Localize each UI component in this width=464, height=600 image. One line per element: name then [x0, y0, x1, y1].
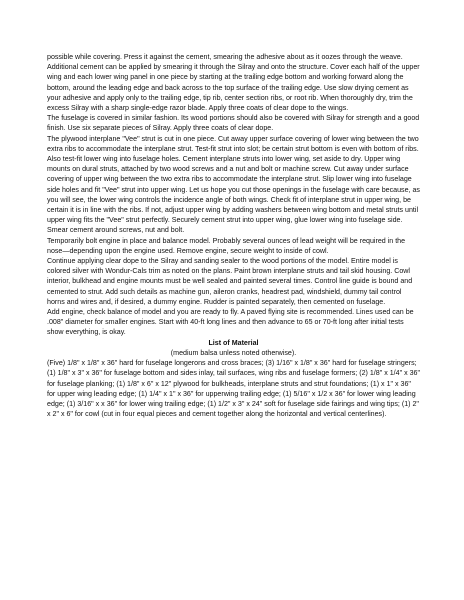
materials-heading: List of Material — [208, 338, 259, 347]
paragraph-finishing: Continue applying clear dope to the Silray and sanding sealer to the wood portions of the model. Entire model is colored silver with Wondur-Cals trim as noted on the plans. Paint brown interplane struts and tail skid housing. Cowl interior, bulkhead and engine mounts must be well sealed and painted several times. Control line guide is bound and cemented to strut. Add such details as machine gun, aileron cranks, headrest pad, windshield, dummy tail control horns and wires and, if desired, a dummy engine. Rudder is painted separately, then cemented on fuselage. — [47, 257, 413, 306]
paragraph-fuselage-covering: The fuselage is covered in similar fashion. Its wood portions should also be covered with Silray for strength and a good finish. Use six separate pieces of Silray. Apply three coats of clear dope. — [47, 114, 420, 133]
document-body — [47, 52, 420, 419]
paragraph-flying: Add engine, check balance of model and you are ready to fly. A paved flying site is recommended. Lines used can be .008" diameter for smaller engines. Start with 40-ft long lines and then advance to 65 or 70-ft long after initial tests show everything, is okay. — [47, 308, 414, 337]
paragraph-engine-balance: Temporarily bolt engine in place and balance model. Probably several ounces of lead weight will be required in the nose—depending upon the engine used. Remove engine, secure weight to inside of cowl. — [47, 236, 406, 255]
materials-subheading: (medium balsa unless noted otherwise). — [170, 348, 297, 357]
paragraph-covering-wings: possible while covering. Press it against the cement, smearing the adhesive about as it oozes through the weave. Additional cement can be applied by smearing it through the Silray and onto the structure. Cover each half of the upper wing and each lower wing panel in one piece by starting at the trailing edge bottom and working forward along the bottom, around the leading edge and back across to the top surface of the trailing edge. Use slow drying cement as your adhesive and apply only to the trailing edge, tip rib, center section ribs, or root rib. When thoroughly dry, trim the excess Silray with a sharp single-edge razor blade. Apply three coats of clear dope to the wings. — [47, 53, 420, 113]
materials-list: (Five) 1/8" x 1/8" x 36" hard for fuselage longerons and cross braces; (3) 1/16" x 1/8" x 36" hard for fuselage stringers; (1) 1/8" x 3" x 36" for fuselage bottom and sides inlay, tail surfaces, wing ribs and fuselage formers; (2) 1/8" x 1/4" x 36" for fuselage planking; (1) 1/8" x 6" x 12" plywood for bulkheads, interplane struts and strut foundations; (1) x 1" x 36" for upper wing leading edge; (1) 1/4" x 1" x 36" for upperwing trailing edge; (1) 5/16" x 1/2 x 36" for lower wing leading edge; (1) 3/16" x x 36" for lower wing trailing edge; (1) 1/2" x 3" x 24" soft for fuselage side fairings and wing tips; (1) 2" x 2" x 6" for cowl (cut in four equal pieces and cement together along the horizontal and vertical centerlines). — [47, 359, 420, 419]
paragraph-interplane-strut: The plywood interplane "Vee" strut is cut in one piece. Cut away upper surface covering of lower wing between the two extra ribs to accommodate the interplane strut. Test-fit strut into slot; be certain strut bottom is even with bottom of ribs. Also test-fit lower wing into fuselage holes. Cement interplane struts into lower wing, set aside to dry. Upper wing mounts on dural struts, attached by two wood screws and a nut and bolt or machine screw. Cut away under surface covering of upper wing between the two extra ribs to accommodate the interplane strut. Slip lower wing into fuselage side holes and fit "Vee" strut into upper wing. Let us hope you cut those openings in the fuselage with care because, as you will see, the lower wing controls the incidence angle of both wings. Check fit of interplane strut in upper wing, be certain it is in line with the ribs. If not, adjust upper wing by adding washers between wing bottom and metal struts until upper wing fits the "Vee" strut perfectly. Securely cement strut into upper wing, glue lower wing into fuselage side. Smear cement around screws, nut and bolt. — [47, 134, 420, 235]
